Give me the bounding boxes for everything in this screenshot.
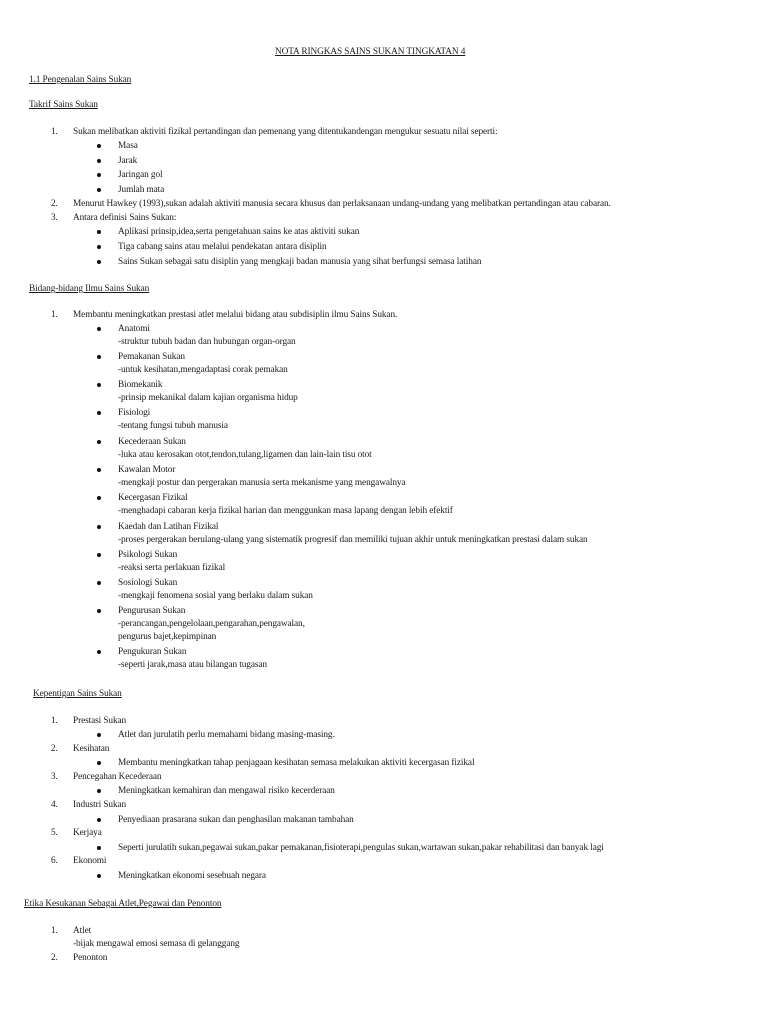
- list-item: Pencegahan Kecederaan: [73, 772, 162, 782]
- list-item: Seperti jurulatih sukan,pegawai sukan,pakar pemakanan,fisioterapi,pengulas sukan,wartawan sukan,pakar rehabilitasi dan banyak lagi: [118, 843, 604, 853]
- list-item: Prestasi Sukan: [73, 716, 127, 726]
- list-item: Membantu meningkatkan prestasi atlet melalui bidang atau subdisiplin ilmu Sains Sukan.: [73, 310, 398, 320]
- field-name: Pengukuran Sukan: [118, 647, 187, 657]
- bullet-icon: [97, 818, 101, 822]
- field-desc: -perancangan,pengelolaan,pengarahan,pengawalan,: [118, 619, 305, 629]
- list-item: Masa: [118, 141, 138, 151]
- list-number: 3.: [51, 213, 58, 223]
- list-item: Tiga cabang sains atau melalui pendekatan antara disiplin: [118, 242, 327, 252]
- field-name: Kawalan Motor: [118, 465, 176, 475]
- bullet-icon: [97, 846, 101, 850]
- field-name: Pengurusan Sukan: [118, 606, 186, 616]
- field-name: Kecederaan Sukan: [118, 437, 186, 447]
- field-desc: -prinsip mekanikal dalam kajian organisma hidup: [118, 393, 298, 403]
- bullet-icon: [97, 761, 101, 765]
- field-desc: -mengkaji fenomena sosial yang berlaku dalam sukan: [118, 591, 313, 601]
- bullet-icon: [97, 260, 101, 264]
- field-name: Pemakanan Sukan: [118, 352, 185, 362]
- bullet-icon: [97, 553, 101, 557]
- list-item: Jarak: [118, 156, 138, 166]
- subheading-kepentingan: Kepentigan Sains Sukan: [33, 689, 122, 699]
- list-number: 1.: [51, 926, 58, 936]
- list-number: 3.: [51, 772, 58, 782]
- bullet-icon: [97, 609, 101, 613]
- bullet-icon: [97, 874, 101, 878]
- field-name: Kecergasan Fizikal: [118, 493, 188, 503]
- list-item: Membantu meningkatkan tahap penjagaan kesihatan semasa melakukan aktiviti kecergasan fizikal: [118, 758, 475, 768]
- bullet-icon: [97, 245, 101, 249]
- list-item: Atlet: [73, 926, 92, 936]
- bullet-icon: [97, 144, 101, 148]
- bullet-icon: [97, 173, 101, 177]
- bullet-icon: [97, 789, 101, 793]
- field-name: Biomekanik: [118, 380, 163, 390]
- list-item: Jaringan gol: [118, 170, 163, 180]
- list-item: Kesihatan: [73, 744, 110, 754]
- list-item: Menurut Hawkey (1993),sukan adalah aktiviti manusia secara khusus dan perlaksanaan undang-undang yang melibatkan pertandingan atau cabaran.: [73, 199, 611, 209]
- list-number: 1.: [51, 716, 58, 726]
- bullet-icon: [97, 440, 101, 444]
- field-desc: -reaksi serta perlakuan fizikal: [118, 563, 226, 573]
- list-item: Penyediaan prasarana sukan dan penghasilan makanan tambahan: [118, 815, 354, 825]
- field-desc: -mengkaji postur dan pergerakan manusia serta mekanisme yang mengawalnya: [118, 478, 406, 488]
- bullet-icon: [97, 327, 101, 331]
- bullet-icon: [97, 650, 101, 654]
- field-desc: -luka atau kerosakan otot,tendon,tulang,ligamen dan lain-lain tisu otot: [118, 450, 372, 460]
- list-item: Atlet dan jurulatih perlu memahami bidang masing-masing.: [118, 730, 335, 740]
- bullet-icon: [97, 733, 101, 737]
- list-number: 4.: [51, 800, 58, 810]
- field-name: Psikologi Sukan: [118, 550, 178, 560]
- bullet-icon: [97, 496, 101, 500]
- field-desc: -proses pergerakan berulang-ulang yang sistematik progresif dan memiliki tujuan akhir untuk meningkatkan prestasi dalam sukan: [118, 535, 588, 545]
- bullet-icon: [97, 159, 101, 163]
- bullet-icon: [97, 525, 101, 529]
- list-item: Ekonomi: [73, 856, 107, 866]
- field-desc: -struktur tubuh badan dan hubungan organ-organ: [118, 337, 296, 347]
- list-number: 1.: [51, 127, 58, 137]
- list-number: 2.: [51, 744, 58, 754]
- list-item: Sains Sukan sebagai satu disiplin yang mengkaji badan manusia yang sihat berfungsi semasa latihan: [118, 257, 482, 267]
- section-heading-pengenalan: 1.1 Pengenalan Sains Sukan: [29, 75, 132, 85]
- list-item: Jumlah mata: [118, 185, 165, 195]
- field-desc: -seperti jarak,masa atau bilangan tugasan: [118, 660, 267, 670]
- list-number: 2.: [51, 953, 58, 963]
- subheading-takrif: Takrif Sains Sukan: [29, 100, 98, 110]
- field-name: Kaedah dan Latihan Fizikal: [118, 522, 219, 532]
- field-desc: pengurus bajet,kepimpinan: [118, 632, 217, 642]
- bullet-icon: [97, 581, 101, 585]
- list-number: 1.: [51, 310, 58, 320]
- field-desc: -tentang fungsi tubuh manusia: [118, 421, 228, 431]
- bullet-icon: [97, 383, 101, 387]
- subheading-bidang: Bidang-bidang Ilmu Sains Sukan: [29, 284, 150, 294]
- field-desc: -untuk kesihatan,mengadaptasi corak pemakan: [118, 365, 288, 375]
- list-item: Sukan melibatkan aktiviti fizikal pertandingan dan pemenang yang ditentukandengan mengukur sesuatu nilai seperti:: [73, 127, 498, 137]
- list-item: Meningkatkan ekonomi sesebuah negara: [118, 871, 266, 881]
- field-desc: -menghadapi cabaran kerja fizikal harian dan menggunkan masa lapang dengan lebih efektif: [118, 506, 453, 516]
- list-item-sub: -bijak mengawal emosi semasa di gelanggang: [73, 939, 240, 949]
- page-title: NOTA RINGKAS SAINS SUKAN TINGKATAN 4: [275, 47, 466, 57]
- list-item: Aplikasi prinsip,idea,serta pengetahuan sains ke atas aktiviti sukan: [118, 227, 360, 237]
- bullet-icon: [97, 188, 101, 192]
- bullet-icon: [97, 230, 101, 234]
- field-name: Fisiologi: [118, 408, 151, 418]
- field-name: Sosiologi Sukan: [118, 578, 178, 588]
- list-item: Kerjaya: [73, 828, 102, 838]
- list-number: 6.: [51, 856, 58, 866]
- field-name: Anatomi: [118, 324, 150, 334]
- list-number: 5.: [51, 828, 58, 838]
- bullet-icon: [97, 411, 101, 415]
- subheading-etika: Etika Kesukanan Sebagai Atlet,Pegawai dan Penonton: [24, 899, 222, 909]
- list-item: Antara definisi Sains Sukan:: [73, 213, 177, 223]
- bullet-icon: [97, 355, 101, 359]
- list-item: Meningkatkan kemahiran dan mengawal risiko kecerderaan: [118, 786, 335, 796]
- list-item: Penonton: [73, 953, 108, 963]
- bullet-icon: [97, 468, 101, 472]
- list-number: 2.: [51, 199, 58, 209]
- list-item: Industri Sukan: [73, 800, 127, 810]
